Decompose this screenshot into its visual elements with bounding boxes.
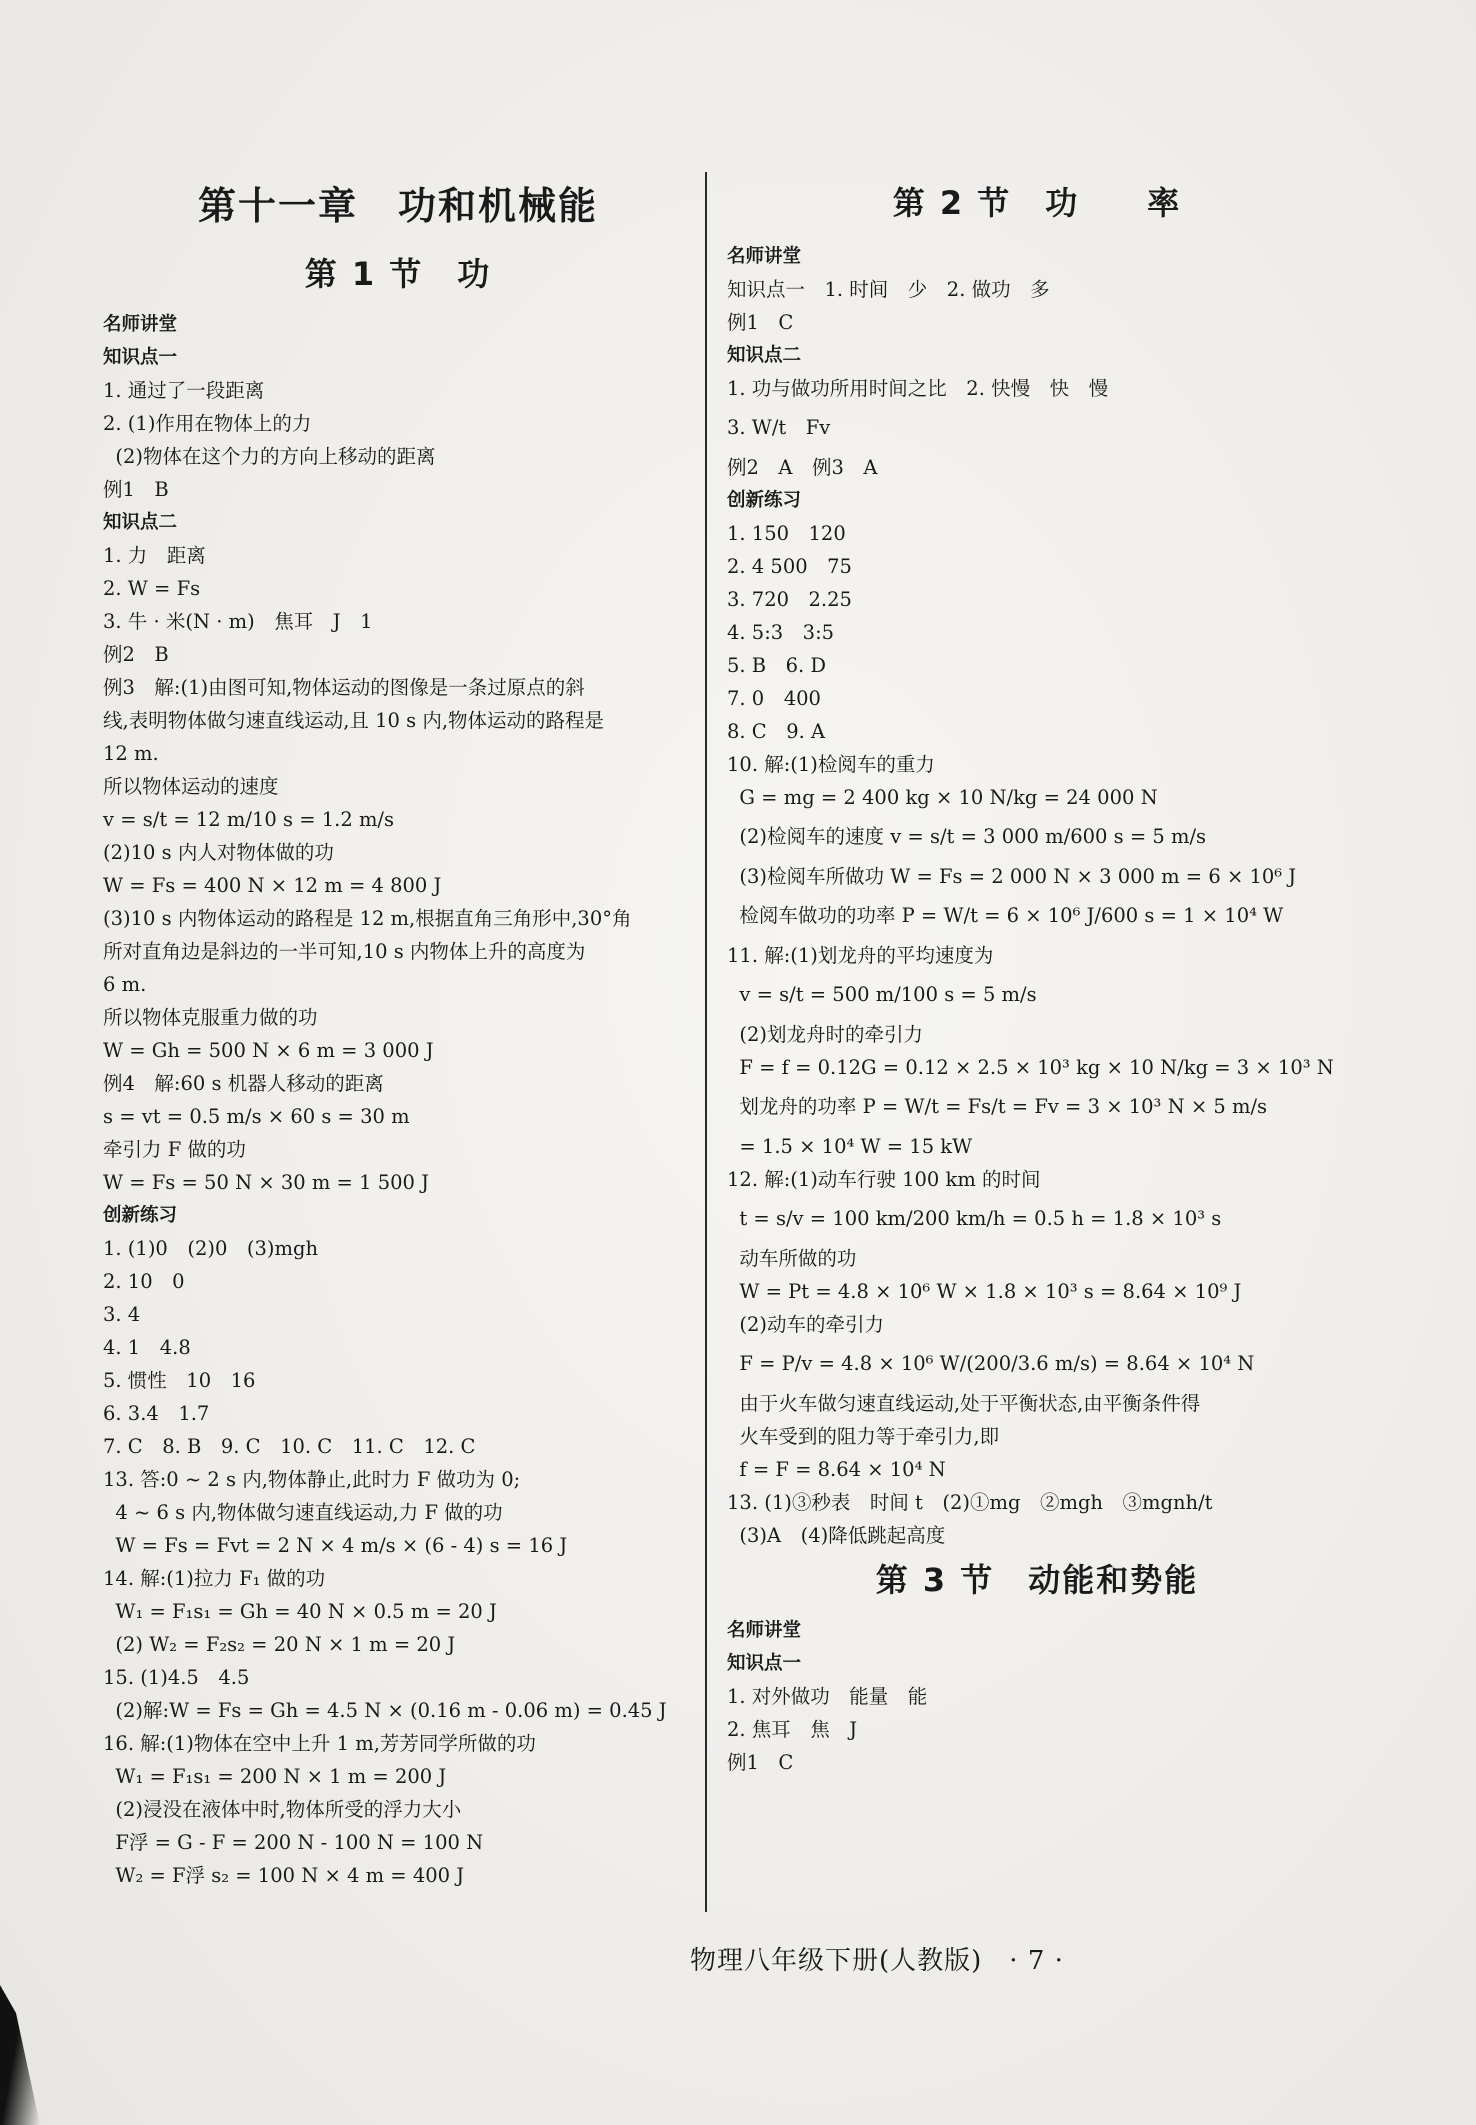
answer-line: 火车受到的阻力等于牵引力,即 (727, 1425, 1000, 1448)
answer-line: 例3 解:(1)由图可知,物体运动的图像是一条过原点的斜 (103, 676, 585, 699)
answer-line: 4. 5:3 3:5 (727, 621, 835, 644)
formula-line: F浮 = G - F = 200 N - 100 N = 100 N (103, 1831, 484, 1854)
section-title-1: 第 1 节 功 (304, 255, 492, 293)
answer-line: (2)动车的牵引力 (727, 1313, 885, 1336)
formula-line: 划龙舟的功率 P = W/t = Fs/t = Fv = 3 × 10³ N × 5 m/s (727, 1095, 1268, 1118)
left-column (103, 170, 693, 1892)
answer-line: 13. 答:0 ~ 2 s 内,物体静止,此时力 F 做功为 0; (103, 1468, 521, 1491)
answer-line: 7. C 8. B 9. C 10. C 11. C 12. C (103, 1435, 476, 1458)
heading-line: 创新练习 (727, 490, 802, 511)
heading-line: 创新练习 (103, 1205, 178, 1226)
formula-line: (2)检阅车的速度 v = s/t = 3 000 m/600 s = 5 m/s (727, 825, 1207, 848)
answer-line: 6 m. (103, 973, 147, 996)
section-title-2: 第 2 节 功 率 (892, 184, 1182, 222)
answer-line: 所以物体克服重力做的功 (103, 1006, 318, 1029)
answer-line: (2)浸没在液体中时,物体所受的浮力大小 (103, 1798, 462, 1821)
formula-line: f = F = 8.64 × 10⁴ N (727, 1458, 946, 1481)
formula-line: 3. W/t Fv (727, 416, 831, 439)
formula-line: W₁ = F₁s₁ = 200 N × 1 m = 200 J (103, 1765, 447, 1788)
answer-line: (2)10 s 内人对物体做的功 (103, 841, 334, 864)
column-divider (705, 172, 707, 1912)
heading-line: 知识点二 (727, 345, 802, 366)
answer-line: 3. 720 2.25 (727, 588, 852, 611)
answer-line: 动车所做的功 (727, 1247, 857, 1270)
formula-line: W = Pt = 4.8 × 10⁶ W × 1.8 × 10³ s = 8.64 × 10⁹ J (727, 1280, 1242, 1303)
formula-line: W = Fs = 400 N × 12 m = 4 800 J (103, 874, 442, 897)
answer-line: 12 m. (103, 742, 159, 765)
answer-line: 2. 10 0 (103, 1270, 185, 1293)
answer-line: 例2 A 例3 A (727, 456, 878, 479)
answer-line: 1. (1)0 (2)0 (3)mgh (103, 1237, 319, 1260)
answer-line: 2. 焦耳 焦 J (727, 1718, 858, 1741)
answer-line: (3)10 s 内物体运动的路程是 12 m,根据直角三角形中,30°角 (103, 907, 632, 930)
answer-line: 例4 解:60 s 机器人移动的距离 (103, 1072, 384, 1095)
answer-line: 1. 对外做功 能量 能 (727, 1685, 928, 1708)
formula-line: F = P/v = 4.8 × 10⁶ W/(200/3.6 m/s) = 8.64 × 10⁴ N (727, 1352, 1255, 1375)
answer-line: 14. 解:(1)拉力 F₁ 做的功 (103, 1567, 326, 1590)
answer-line: 由于火车做匀速直线运动,处于平衡状态,由平衡条件得 (727, 1392, 1201, 1415)
answer-line: 牵引力 F 做的功 (103, 1138, 246, 1161)
answer-line: 1. 功与做功所用时间之比 2. 快慢 快 慢 (727, 377, 1109, 400)
answer-line: (2)划龙舟时的牵引力 (727, 1023, 924, 1046)
heading-line: 名师讲堂 (727, 246, 802, 267)
formula-line: = 1.5 × 10⁴ W = 15 kW (727, 1135, 973, 1158)
heading-line: 名师讲堂 (727, 1620, 802, 1641)
formula-line: v = s/t = 12 m/10 s = 1.2 m/s (103, 808, 395, 831)
formula-line: W₁ = F₁s₁ = Gh = 40 N × 0.5 m = 20 J (103, 1600, 497, 1623)
formula-line: F = f = 0.12G = 0.12 × 2.5 × 10³ kg × 10 N/kg = 3 × 10³ N (727, 1056, 1334, 1079)
formula-line: 检阅车做功的功率 P = W/t = 6 × 10⁶ J/600 s = 1 × 10⁴ W (727, 904, 1284, 927)
answer-line: 6. 3.4 1.7 (103, 1402, 210, 1425)
answer-line: 10. 解:(1)检阅车的重力 (727, 753, 935, 776)
answer-line: 13. (1)③秒表 时间 t (2)①mg ②mgh ③mgnh/t (727, 1491, 1213, 1514)
answer-line: 例1 C (727, 311, 794, 334)
chapter-title: 第十一章 功和机械能 (197, 184, 598, 228)
answer-line: 所以物体运动的速度 (103, 775, 279, 798)
formula-line: W = Gh = 500 N × 6 m = 3 000 J (103, 1039, 434, 1062)
formula-line: W = Fs = Fvt = 2 N × 4 m/s × (6 - 4) s = 16 J (103, 1534, 568, 1557)
heading-line: 名师讲堂 (103, 314, 178, 335)
right-lines (727, 240, 1347, 1552)
answer-line: 16. 解:(1)物体在空中上升 1 m,芳芳同学所做的功 (103, 1732, 536, 1755)
answer-line: 2. 4 500 75 (727, 555, 852, 578)
heading-line: 知识点一 (727, 1653, 802, 1674)
answer-line: 3. 4 (103, 1303, 141, 1326)
answer-line: 8. C 9. A (727, 720, 826, 743)
formula-line: W₂ = F浮 s₂ = 100 N × 4 m = 400 J (103, 1864, 465, 1887)
answer-line: 2. (1)作用在物体上的力 (103, 412, 312, 435)
answer-line: 7. 0 400 (727, 687, 821, 710)
formula-line: s = vt = 0.5 m/s × 60 s = 30 m (103, 1105, 410, 1128)
answer-line: 3. 牛 · 米(N · m) 焦耳 J 1 (103, 610, 373, 633)
section-title-3: 第 3 节 动能和势能 (875, 1561, 1199, 1599)
scan-edge-shadow (0, 1985, 40, 2125)
answer-line: 2. W = Fs (103, 577, 201, 600)
answer-line: 4 ~ 6 s 内,物体做匀速直线运动,力 F 做的功 (103, 1501, 503, 1524)
answer-line: 4. 1 4.8 (103, 1336, 191, 1359)
answer-line: 例2 B (103, 643, 169, 666)
left-lines (103, 308, 693, 1892)
formula-line: t = s/v = 100 km/200 km/h = 0.5 h = 1.8 × 10³ s (727, 1207, 1222, 1230)
formula-line: G = mg = 2 400 kg × 10 N/kg = 24 000 N (727, 786, 1158, 809)
formula-line: (3)检阅车所做功 W = Fs = 2 000 N × 3 000 m = 6 × 10⁶ J (727, 865, 1297, 888)
answer-line: 5. B 6. D (727, 654, 827, 677)
page-footer: 物理八年级下册(人教版) · 7 · (690, 1946, 1064, 1976)
right-lines-section3 (727, 1614, 1347, 1779)
formula-line: (2) W₂ = F₂s₂ = 20 N × 1 m = 20 J (103, 1633, 456, 1656)
answer-line: 1. 150 120 (727, 522, 846, 545)
answer-line: 线,表明物体做匀速直线运动,且 10 s 内,物体运动的路程是 (103, 709, 605, 732)
answer-line: 15. (1)4.5 4.5 (103, 1666, 250, 1689)
answer-line: 12. 解:(1)动车行驶 100 km 的时间 (727, 1168, 1041, 1191)
heading-line: 知识点一 (103, 347, 178, 368)
answer-line: 11. 解:(1)划龙舟的平均速度为 (727, 944, 994, 967)
answer-line: (2)物体在这个力的方向上移动的距离 (103, 445, 436, 468)
answer-line: 1. 通过了一段距离 (103, 379, 265, 402)
formula-line: W = Fs = 50 N × 30 m = 1 500 J (103, 1171, 429, 1194)
formula-line: v = s/t = 500 m/100 s = 5 m/s (727, 983, 1037, 1006)
right-column (727, 170, 1347, 1779)
answer-line: 5. 惯性 10 16 (103, 1369, 256, 1392)
answer-line: 例1 C (727, 1751, 794, 1774)
answer-line: 1. 力 距离 (103, 544, 206, 567)
heading-line: 知识点二 (103, 512, 178, 533)
answer-line: 知识点一 1. 时间 少 2. 做功 多 (727, 278, 1050, 301)
formula-line: (2)解:W = Fs = Gh = 4.5 N × (0.16 m - 0.06 m) = 0.45 J (103, 1699, 667, 1722)
answer-line: 例1 B (103, 478, 169, 501)
answer-line: (3)A (4)降低跳起高度 (727, 1524, 946, 1547)
answer-line: 所对直角边是斜边的一半可知,10 s 内物体上升的高度为 (103, 940, 586, 963)
